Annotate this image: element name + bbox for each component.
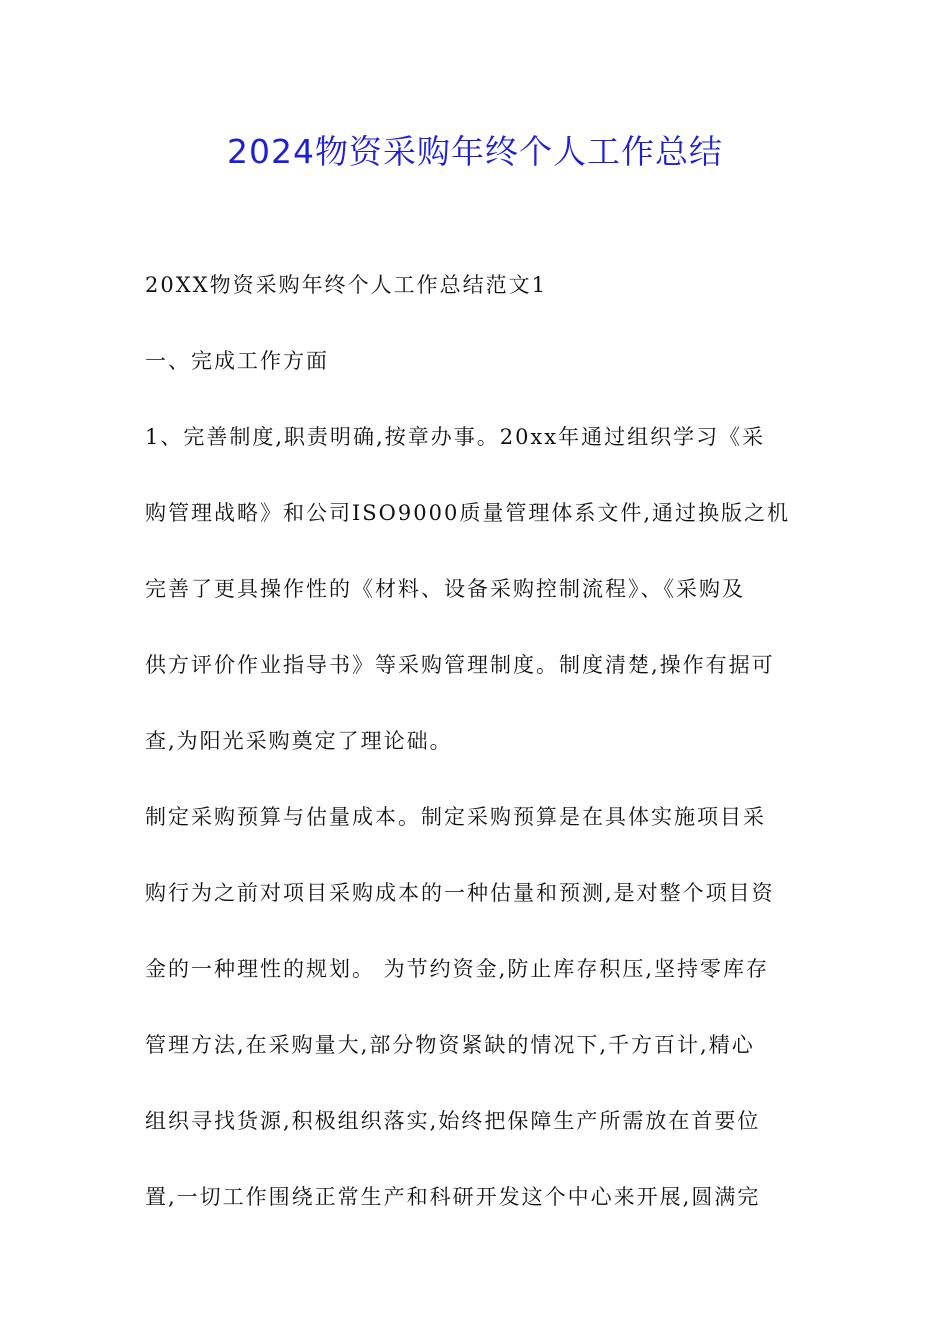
body-line: 购管理战略》和公司ISO9000质量管理体系文件,通过换版之机 bbox=[145, 501, 791, 525]
document-body bbox=[145, 263, 815, 1219]
body-line: 查,为阳光采购奠定了理论础。 bbox=[145, 729, 453, 753]
body-line: 置,一切工作围绕正常生产和科研开发这个中心来开展,圆满完 bbox=[145, 1185, 761, 1209]
body-line: 1、完善制度,职责明确,按章办事。20xx年通过组织学习《采 bbox=[145, 425, 766, 449]
body-line: 金的一种理性的规划。 为节约资金,防止库存积压,坚持零库存 bbox=[145, 957, 770, 981]
subtitle-line: 20XX物资采购年终个人工作总结范文1 bbox=[145, 273, 547, 297]
body-line: 制定采购预算与估量成本。制定采购预算是在具体实施项目采 bbox=[145, 805, 766, 829]
body-line: 完善了更具操作性的《材料、设备采购控制流程》、《采购及 bbox=[145, 577, 745, 601]
document-title: 2024物资采购年终个人工作总结 bbox=[227, 132, 723, 171]
body-line: 管理方法,在采购量大,部分物资紧缺的情况下,千方百计,精心 bbox=[145, 1033, 755, 1057]
body-line: 组织寻找货源,积极组织落实,始终把保障生产所需放在首要位 bbox=[145, 1109, 761, 1133]
section-heading: 一、完成工作方面 bbox=[145, 349, 329, 373]
body-line: 购行为之前对项目采购成本的一种估量和预测,是对整个项目资 bbox=[145, 881, 775, 905]
body-line: 供方评价作业指导书》等采购管理制度。制度清楚,操作有据可 bbox=[145, 653, 775, 677]
